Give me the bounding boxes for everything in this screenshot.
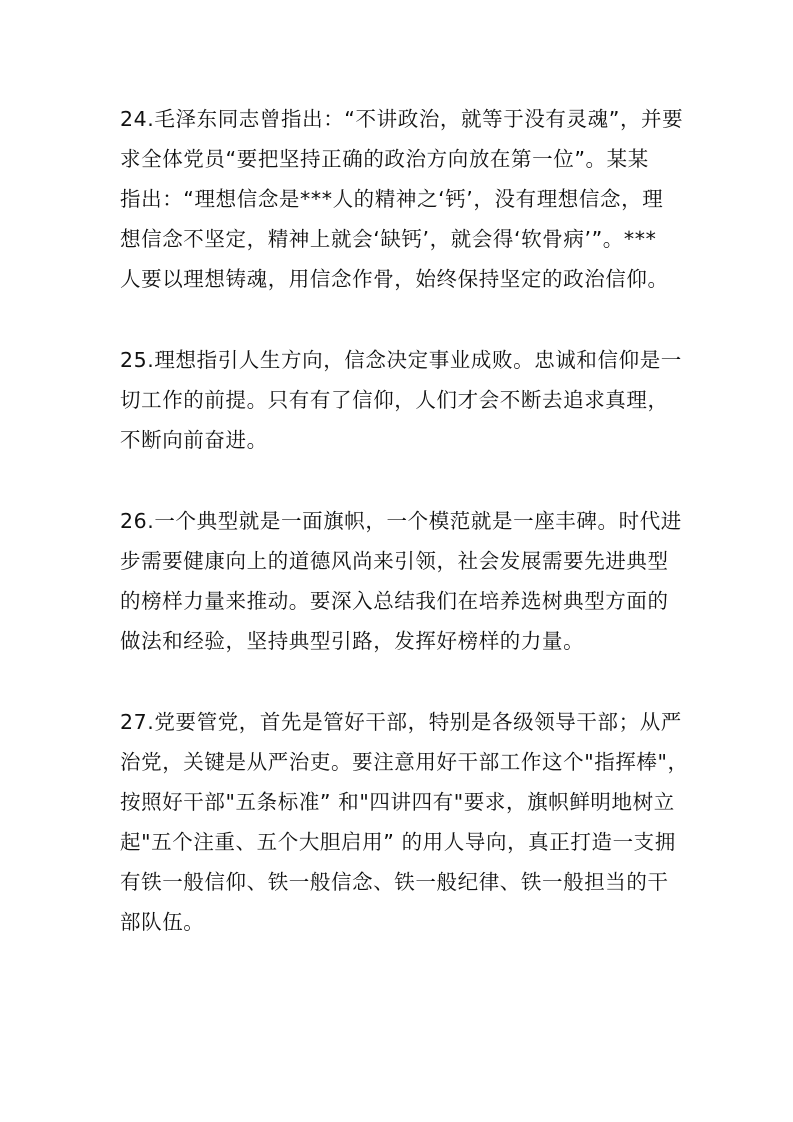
- text-line: 治党，关键是从严治吏。要注意用好干部工作这个"指挥棒"，: [120, 750, 689, 774]
- text-line: 26.一个典型就是一面旗帜，一个模范就是一座丰碑。时代进: [120, 509, 682, 533]
- text-line: 24.毛泽东同志曾指出：“不讲政治，就等于没有灵魂”，并要: [120, 107, 684, 131]
- text-line: 人要以理想铸魂，用信念作骨，始终保持坚定的政治信仰。: [120, 267, 669, 291]
- paragraph-25: [120, 340, 680, 460]
- text-line: 切工作的前提。只有有了信仰，人们才会不断去追求真理，: [120, 388, 669, 412]
- text-line: 按照好干部"五条标准” 和"四讲四有"要求，旗帜鲜明地树立: [120, 790, 675, 814]
- text-line: 不断向前奋进。: [120, 428, 268, 452]
- text-line: 步需要健康向上的道德风尚来引领，社会发展需要先进典型: [120, 549, 669, 573]
- text-line: 起"五个注重、五个大胆启用” 的用人导向，真正打造一支拥: [120, 830, 676, 854]
- text-line: 想信念不坚定，精神上就会‘缺钙’，就会得‘软骨病’”。***: [120, 227, 657, 251]
- document-page: [120, 99, 689, 983]
- text-line: 做法和经验，坚持典型引路，发挥好榜样的力量。: [120, 629, 585, 653]
- paragraph-26: [120, 501, 680, 661]
- text-line: 求全体党员“要把坚持正确的政治方向放在第一位”。某某: [120, 147, 649, 171]
- paragraph-24: [120, 99, 684, 299]
- paragraph-27: [120, 702, 689, 942]
- text-line: 27.党要管党，首先是管好干部，特别是各级领导干部；从严: [120, 710, 682, 734]
- text-line: 的榜样力量来推动。要深入总结我们在培养选树典型方面的: [120, 589, 669, 613]
- text-line: 25.理想指引人生方向，信念决定事业成败。忠诚和信仰是一: [120, 348, 682, 372]
- text-line: 指出：“理想信念是***人的精神之‘钙’，没有理想信念，理: [120, 187, 664, 211]
- text-line: 部队伍。: [120, 910, 205, 934]
- text-line: 有铁一般信仰、铁一般信念、铁一般纪律、铁一般担当的干: [120, 870, 669, 894]
